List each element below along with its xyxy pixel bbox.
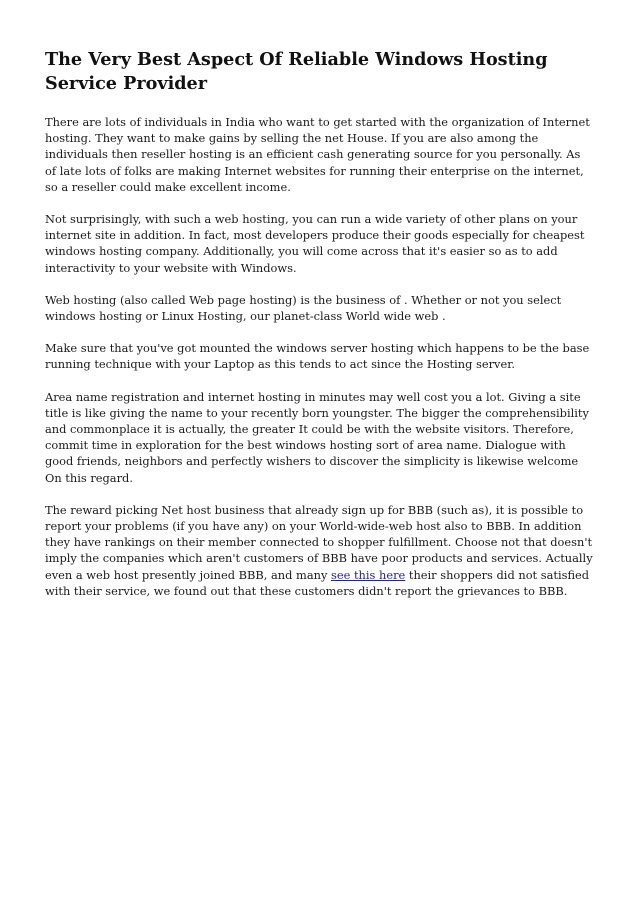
paragraph-6-text-before: The reward picking Net host business that already sign up for BBB (such as), it is possible to report your problems (if you have any) on your World-wide-web host also to BBB. In addition they have rankings on their member connected to shopper fulfillment. Choose not that doesn't imply the companies which aren't customers of BBB have poor products and services. Actually even a web host presently joined BBB, and many [45, 502, 593, 582]
paragraph-6-text-after: their shoppers did not satisfied with their service, we found out that these customers didn't report the grievances to BBB. [45, 567, 590, 598]
see-this-here-link[interactable]: see this here [331, 567, 406, 582]
paragraph-3: Web hosting (also called Web page hosting) is the business of . Whether or not you select windows hosting or Linux Hosting, our planet-class World wide web . [45, 292, 562, 324]
document-page [45, 48, 593, 615]
paragraph-6 [45, 502, 593, 599]
paragraph-5: Area name registration and internet hosting in minutes may well cost you a lot. Giving a site title is like giving the name to your recently born youngster. The bigger the comprehensibility and commonplace it is actually, the greater It could be with the website visitors. Therefore, commit time in exploration for the best windows hosting sort of area name. Dialogue with good friends, neighbors and perfectly wishers to discover the simplicity is likewise welcome On this regard. [45, 389, 589, 485]
paragraph-1: There are lots of individuals in India who want to get started with the organization of Internet hosting. They want to make gains by selling the net House. If you are also among the individuals then reseller hosting is an efficient cash generating source for you personally. As of late lots of folks are making Internet websites for running their enterprise on the internet, so a reseller could make excellent income. [45, 115, 590, 194]
document-title: The Very Best Aspect Of Reliable Windows Hosting Service Provider [45, 49, 548, 94]
paragraph-4: Make sure that you've got mounted the windows server hosting which happens to be the base running technique with your Laptop as this tends to act since the Hosting server. [45, 341, 590, 372]
paragraph-2: Not surprisingly, with such a web hosting, you can run a wide variety of other plans on your internet site in addition. In fact, most developers produce their goods especially for cheapest windows hosting company. Additionally, you will come across that it's easier so as to add interactivity to your website with Windows. [45, 212, 585, 275]
